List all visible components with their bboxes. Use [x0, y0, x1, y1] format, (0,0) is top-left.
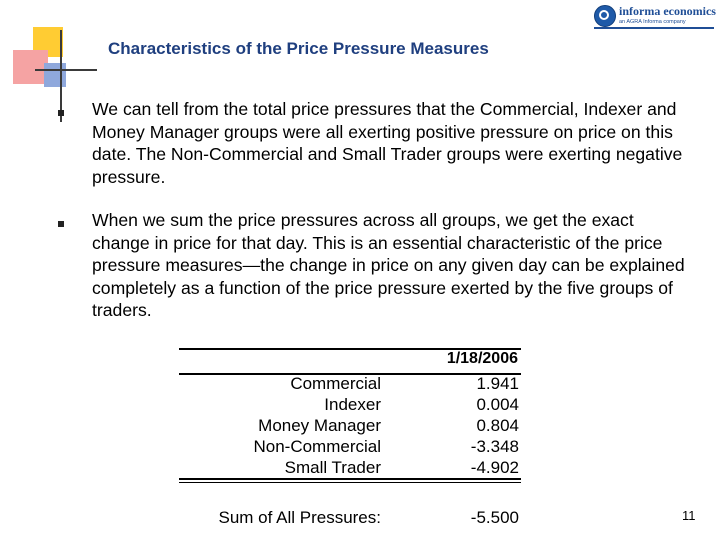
- bullet-text: When we sum the price pressures across all groups, we get the exact change in price for that day. This is an essential characteristic of the price pressure measures—the change in price on any given day can be explained completely as a function of the price pressure exerted by the five groups of traders.: [92, 210, 685, 320]
- row-value: 0.004: [476, 395, 519, 414]
- table-row: [179, 416, 521, 437]
- row-label: Money Manager: [258, 416, 381, 435]
- bullet-item: [58, 98, 698, 188]
- logo-tagline: an AGRA Informa company: [619, 19, 686, 25]
- globe-icon: [594, 5, 616, 27]
- logo-name: informa economics: [619, 4, 716, 18]
- decorative-blue-square: [44, 63, 66, 87]
- sum-value: -5.500: [470, 508, 519, 527]
- row-label: Non-Commercial: [253, 437, 381, 456]
- row-label: Indexer: [324, 395, 381, 414]
- bullet-text: We can tell from the total price pressures that the Commercial, Indexer and Money Manager groups were all exerting positive pressure on price on this date. The Non-Commercial and Small Trader groups were exerting negative pressure.: [92, 99, 683, 187]
- table-row: [179, 458, 521, 479]
- sum-row: [179, 508, 521, 530]
- logo-underline: [594, 27, 714, 29]
- row-value: -3.348: [470, 437, 519, 456]
- row-value: 0.804: [476, 416, 519, 435]
- bullet-list: [58, 98, 698, 343]
- table-bottom-rule: [179, 478, 521, 480]
- bullet-square-icon: [58, 221, 64, 227]
- table-date-header: 1/18/2006: [446, 350, 518, 367]
- decorative-horizontal-line: [35, 69, 97, 71]
- row-value: 1.941: [476, 374, 519, 393]
- slide-title: Characteristics of the Price Pressure Measures: [108, 39, 489, 58]
- table-row: [179, 395, 521, 416]
- table-row: [179, 437, 521, 458]
- row-label: Small Trader: [284, 458, 381, 477]
- row-value: -4.902: [470, 458, 519, 477]
- company-logo: [594, 3, 714, 29]
- decorative-pink-square: [13, 50, 48, 84]
- sum-label: Sum of All Pressures:: [218, 508, 381, 527]
- bullet-item: [58, 209, 698, 322]
- table-row: [179, 374, 521, 395]
- bullet-square-icon: [58, 110, 64, 116]
- page-number: 11: [682, 508, 696, 523]
- row-label: Commercial: [290, 374, 381, 393]
- pressure-table: [179, 374, 521, 479]
- table-bottom-double-rule: [179, 482, 521, 483]
